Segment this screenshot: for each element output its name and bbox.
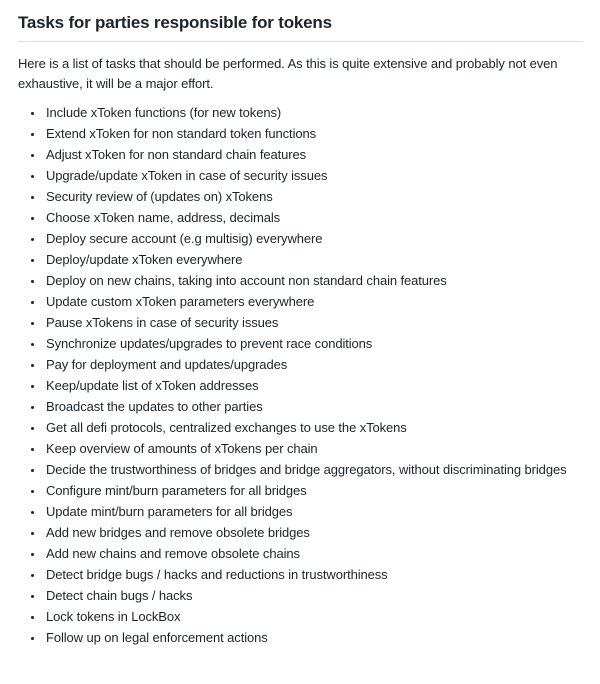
task-item: • Update mint/burn parameters for all bridges <box>44 503 583 521</box>
task-item: • Detect chain bugs / hacks <box>44 587 583 605</box>
task-item: • Decide the trustworthiness of bridges and bridge aggregators, without discriminating bridges <box>44 461 583 479</box>
task-item: • Keep overview of amounts of xTokens per chain <box>44 440 583 458</box>
task-item: • Choose xToken name, address, decimals <box>44 209 583 227</box>
task-item: • Add new bridges and remove obsolete bridges <box>44 524 583 542</box>
task-item: • Synchronize updates/upgrades to prevent race conditions <box>44 335 583 353</box>
task-item: • Deploy/update xToken everywhere <box>44 251 583 269</box>
task-item: • Detect bridge bugs / hacks and reductions in trustworthiness <box>44 566 583 584</box>
task-item: • Add new chains and remove obsolete chains <box>44 545 583 563</box>
task-item: • Deploy on new chains, taking into account non standard chain features <box>44 272 583 290</box>
intro-paragraph: Here is a list of tasks that should be performed. As this is quite extensive and probably not even exhaustive, it will be a major effort. <box>18 56 558 91</box>
task-item: • Extend xToken for non standard token functions <box>44 125 583 143</box>
task-item: • Configure mint/burn parameters for all bridges <box>44 482 583 500</box>
task-item: • Broadcast the updates to other parties <box>44 398 583 416</box>
task-item: • Adjust xToken for non standard chain features <box>44 146 583 164</box>
task-item: • Lock tokens in LockBox <box>44 608 583 626</box>
task-item: • Security review of (updates on) xTokens <box>44 188 583 206</box>
task-item: • Follow up on legal enforcement actions <box>44 629 583 647</box>
task-item: • Deploy secure account (e.g multisig) everywhere <box>44 230 583 248</box>
task-item: • Keep/update list of xToken addresses <box>44 377 583 395</box>
task-item: • Upgrade/update xToken in case of security issues <box>44 167 583 185</box>
task-item: • Update custom xToken parameters everywhere <box>44 293 583 311</box>
task-item: • Pay for deployment and updates/upgrades <box>44 356 583 374</box>
task-item: • Pause xTokens in case of security issues <box>44 314 583 332</box>
task-item: • Get all defi protocols, centralized exchanges to use the xTokens <box>44 419 583 437</box>
page-title: Tasks for parties responsible for tokens <box>18 12 583 42</box>
task-item: • Include xToken functions (for new tokens) <box>44 104 583 122</box>
task-list <box>18 104 583 647</box>
